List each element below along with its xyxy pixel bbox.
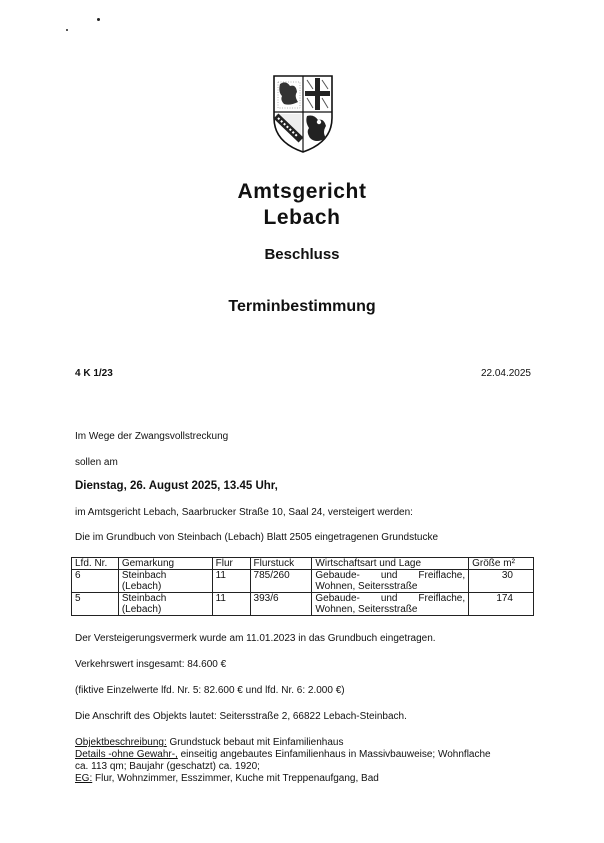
description-text: Grundstuck bebaut mit Einfamilienhaus (166, 737, 344, 748)
scan-speck (66, 29, 68, 31)
individual-values: (fiktive Einzelwerte lfd. Nr. 5: 82.600 € und lfd. Nr. 6: 2.000 €) (75, 685, 345, 696)
wirtschaftsart-line: Wohnen, Seitersstraße (315, 581, 418, 592)
column-header: Lfd. Nr. (72, 558, 119, 570)
word: und (380, 570, 398, 581)
row-size: 174 (469, 593, 534, 616)
registry-text: Die im Grundbuch von Steinbach (Lebach) Blatt 2505 eingetragenen Grundstucke (75, 532, 439, 543)
row-flur: 11 (212, 570, 250, 593)
registration-note: Der Versteigerungsvermerk wurde am 11.01.2023 in das Grundbuch eingetragen. (75, 633, 436, 644)
row-size: 30 (469, 570, 534, 593)
table-row (72, 593, 534, 616)
row-wirtschaftsart (312, 570, 469, 593)
eg-text: Flur, Wohnzimmer, Esszimmer, Kuche mit Treppenaufgang, Bad (92, 773, 379, 784)
file-number: 4 K 1/23 (75, 368, 113, 379)
coat-of-arms-emblem (272, 74, 334, 154)
table-header-row (72, 558, 534, 570)
column-header: Größe m² (469, 558, 534, 570)
document-heading: Terminbestimmung (228, 298, 376, 315)
word: Gebaude- (315, 593, 360, 604)
gemarkung-line: Steinbach (121, 593, 167, 604)
eg-label: EG: (75, 773, 93, 784)
eg-line (75, 773, 545, 785)
gemarkung-line: Steinbach (121, 570, 167, 581)
row-number: 5 (72, 593, 119, 616)
object-address: Die Anschrift des Objekts lautet: Seitersstraße 2, 66822 Lebach-Steinbach. (75, 711, 407, 722)
object-description (75, 737, 545, 785)
decision-title: Beschluss (264, 246, 340, 263)
market-value: Verkehrswert insgesamt: 84.600 € (75, 659, 227, 670)
scan-speck (97, 18, 100, 21)
auction-location: im Amtsgericht Lebach, Saarbrucker Straße 10, Saal 24, versteigert werden: (75, 507, 413, 518)
description-line (75, 737, 545, 749)
details-text: einseitig angebautes Einfamilienhaus in Massivbauweise; Wohnflache (177, 749, 491, 760)
column-header: Flurstuck (250, 558, 312, 570)
column-header: Wirtschaftsart und Lage (312, 558, 469, 570)
word: Freiflache, (418, 593, 466, 604)
column-header: Flur (212, 558, 250, 570)
court-name-line2: Lebach (263, 206, 341, 229)
word: und (380, 593, 398, 604)
row-flurstueck: 393/6 (250, 593, 312, 616)
auction-appointment: Dienstag, 26. August 2025, 13.45 Uhr, (75, 480, 278, 492)
intro-text: Im Wege der Zwangsvollstreckung (75, 431, 229, 442)
row-flur: 11 (212, 593, 250, 616)
row-gemarkung (118, 593, 212, 616)
description-label: Objektbeschreibung: (75, 737, 167, 748)
word: Freiflache, (418, 570, 466, 581)
row-flurstueck: 785/260 (250, 570, 312, 593)
plots-table (71, 557, 534, 616)
court-name-line1: Amtsgericht (237, 180, 367, 203)
gemarkung-line: (Lebach) (121, 581, 162, 592)
gemarkung-line: (Lebach) (121, 604, 162, 615)
word: Gebaude- (315, 570, 360, 581)
row-wirtschaftsart (312, 593, 469, 616)
details-line-2: ca. 113 qm; Baujahr (geschatzt) ca. 1920; (75, 761, 260, 772)
wirtschaftsart-line (315, 570, 465, 581)
document-date: 22.04.2025 (480, 368, 531, 379)
wirtschaftsart-line (315, 593, 465, 604)
column-header: Gemarkung (118, 558, 212, 570)
row-gemarkung (118, 570, 212, 593)
row-number: 6 (72, 570, 119, 593)
details-label: Details -ohne Gewahr-, (75, 749, 178, 760)
details-line (75, 749, 545, 761)
shall-text: sollen am (75, 457, 118, 468)
table-row (72, 570, 534, 593)
wirtschaftsart-line: Wohnen, Seitersstraße (315, 604, 418, 615)
